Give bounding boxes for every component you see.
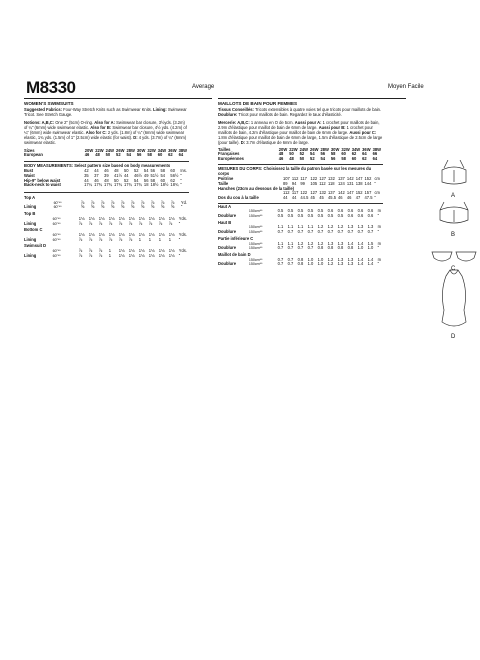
yardage-row: 60"** 1⅛ 1⅛ 1⅛ 1⅛ 1⅛ 1⅛ 1⅛ 1⅛ 1⅛ 1⅛ Yds. <box>52 215 187 221</box>
pattern-sheet <box>24 66 458 626</box>
yardage-tables <box>24 196 189 258</box>
yardage-table <box>218 221 383 235</box>
yardage-row: Doublure 150cm** 0.7 0.7 0.7 0.7 0.7 0.7 0.7 0.7 0.7 0.7 " <box>218 229 380 235</box>
level-fr: Moyen Facile <box>388 84 424 90</box>
body-table <box>24 169 189 188</box>
body-table <box>218 177 382 201</box>
body-row: 112 117 122 127 132 137 142 147 152 157 cm <box>283 190 380 196</box>
yardage-row: 150cm** 0.5 0.5 0.5 0.5 0.5 0.6 0.6 0.6 0.6 0.6 m <box>248 208 381 214</box>
body-row: Waist 35 37 39 41½ 44 46½ 49 51½ 54 56½ " <box>24 172 182 178</box>
fabrics-text: Suggested Fabrics: Four-Way Stretch Knits such as Swimwear Knits. Lining: Swimwear Tricot. See Stretch Gauge. <box>24 107 187 118</box>
body-row: Dos du cou à la taille 44 44 44.5 45 45 45.5 46 46 47 47.5 " <box>218 194 376 200</box>
section-title: MAILLOTS DE BAIN POUR FEMMES <box>218 101 298 106</box>
garment-name: Top B <box>24 211 36 217</box>
yardage-row: Lining 60"** ⅞ ⅞ ⅞ ⅞ ⅞ ⅞ ⅞ ⅞ ⅞ ⅞ " <box>24 220 181 226</box>
yardage-table <box>24 196 189 210</box>
garment-name: Haut A <box>218 203 232 209</box>
yardage-row: 150cm** 1.1 1.1 1.2 1.2 1.2 1.3 1.3 1.4 1.4 1.5 m <box>248 240 381 246</box>
yardage-row: Lining 60"** ⅞ ⅞ ⅞ ⅞ ⅞ ⅞ 1 1 1 1 " <box>24 236 181 242</box>
yardage-table <box>218 205 383 219</box>
yardage-row: 60"** 1⅛ 1⅛ 1⅛ 1⅛ 1⅛ 1⅛ 1⅛ 1⅛ 1⅛ 1⅛ Yds. <box>52 231 187 237</box>
body-row: Hip-9" below waist 44 46 48 50 52 54 56 58 60 62 " <box>24 177 182 183</box>
garment-name: Swimsuit D <box>24 243 47 249</box>
body-row: Poitrine 107 112 117 122 127 132 137 142 147 152 cm <box>218 176 380 182</box>
body-row: Hanches (23cm au dessous de la taille) <box>218 185 294 191</box>
section-title: WOMEN'S SWIMSUITS <box>24 101 74 106</box>
yardage-table <box>218 253 383 267</box>
bottom-c-sketch <box>432 252 476 261</box>
garment-sketches <box>430 160 478 360</box>
body-title: BODY MEASUREMENTS: Select pattern size based on body measurements <box>24 163 171 169</box>
yardage-row: 60"** ⅞ ⅞ ⅞ 1 1⅛ 1⅛ 1⅛ 1⅛ 1⅛ 1⅛ Yds. <box>52 248 187 254</box>
garment-name: Bottom C <box>24 227 43 233</box>
yardage-row: Lining 60"** ⅞ ⅞ ⅞ 1 1⅛ 1⅛ 1⅛ 1⅛ 1⅛ 1⅛ " <box>24 252 181 258</box>
yardage-tables <box>218 205 383 267</box>
english-section <box>24 101 189 260</box>
yardage-row: 150cm** 0.7 0.7 0.8 1.0 1.0 1.2 1.3 1.3 1.4 1.4 m <box>248 256 381 262</box>
fabrics-text: Tissus Conseillés: Tricots extensibles à quatre voies tel que tricots pour maillots de bain. Doublure: Tricot pour maillots de bain. Regardez le taux d'élasticité. <box>218 107 382 118</box>
yardage-row: Doublure 150cm** 0.5 0.5 0.5 0.5 0.5 0.5 0.5 0.6 0.6 0.6 " <box>218 213 380 219</box>
rule-fr <box>218 98 406 99</box>
garment-name: Haut B <box>218 219 232 225</box>
body-title: MESURES DU CORPS: Choisissez la taille du patron basée sur les mesures du corps <box>218 165 372 176</box>
view-label-d: D <box>451 334 456 340</box>
yardage-row: Doublure 150cm** 0.7 0.7 0.7 0.7 0.8 0.8 0.8 0.8 1.0 1.0 " <box>218 245 380 251</box>
view-illustrations <box>430 160 478 360</box>
size-table: Sizes 20W 22W 24W 26W 28W 30W 32W 34W 36W 38W European 46 48 50 52 54 56 58 60 62 64 <box>24 147 187 158</box>
yardage-row: Doublure 150cm** 0.7 0.7 0.8 1.0 1.0 1.2 1.3 1.3 1.4 1.4 " <box>218 261 380 267</box>
body-row: Back-neck to waist 17¼ 17¾ 17¾ 17¾ 17¾ 17¾ 18 18½ 18½ 18¾ " <box>24 182 182 188</box>
notions-text: Mercerie: A,B,C: 1 anneau en O de 5cm. Aussi pour A: 1 crochet pour maillots de bain, 2.9m d'élastique pour maillot de bain de 6mm de large. Aussi pour B: 1 crochet pour maillots de bain, 4.2m d'élastique pour maillot de bain de 6mm de large. Aussi pour C: 1.8m d'élastique pour maillot de bain de 6mm de large, 1.5m d'élastique de 2.5cm de large (pour taille). D: 3.7m d'élastique de 6mm de large. <box>218 119 383 146</box>
yardage-table <box>218 237 383 251</box>
yardage-table <box>24 244 189 258</box>
yardage-row: Lining 60"** ⅝ ⅝ ⅝ ⅝ ⅝ ⅝ ⅝ ⅝ ⅝ ⅝ " <box>24 204 183 210</box>
rule-en <box>24 98 212 99</box>
garment-name: Maillot de bain D <box>218 251 251 257</box>
body-row: Bust 42 44 46 48 50 52 54 56 58 60 Ins. <box>24 168 187 174</box>
notions-text: Notions: A,B,C: One 2" (5cm) O-ring. Also for A: Swimwear bar closure, 3½yds. (3.2m) of ¼" (6mm) wide swimwear elastic. Also for B: Swimwear bar closure, 4½ yds. (4.2m) of ¼" (6mm) wide swimwear elastic. Also for C: 2 yds. (1.8m) of ¼" (6mm) wide swimwear elastic, 1¾ yds. (1.5m) of 1" (2.5cm) wide elastic (for waist). D: 4 yds. (3.7m) of ¼" (6mm) swimwear elastic. <box>24 119 187 146</box>
view-label-c: C <box>451 266 456 272</box>
level-en: Average <box>192 84 215 90</box>
yardage-row: 60"** ⅞ ⅞ ⅞ ⅞ ⅞ ⅞ ⅞ ⅞ ⅞ ⅞ Yd. <box>53 199 187 205</box>
size-table: Tailles 20W 22W 24W 26W 28W 30W 32W 34W 36W 38W Françaises 48 50 52 54 56 58 60 62 64 66 Européennes 46 48 50 52 54 56 58 60 62 64 <box>218 146 381 162</box>
top-a-sketch <box>442 160 466 184</box>
garment-name: Top A <box>24 195 36 201</box>
yardage-table <box>24 212 189 226</box>
swimsuit-d-sketch <box>442 270 466 326</box>
view-label-a: A <box>451 193 456 199</box>
pattern-number: M8330 <box>26 78 76 97</box>
view-label-b: B <box>451 232 456 238</box>
garment-name: Partie inférieure C <box>218 235 254 241</box>
french-section <box>218 101 383 269</box>
yardage-row: 150cm** 1.1 1.1 1.1 1.1 1.2 1.2 1.2 1.3 1.3 1.3 m <box>248 224 381 230</box>
top-b-sketch <box>440 202 468 223</box>
yardage-table <box>24 228 189 242</box>
body-row: Taille 89 94 99 105 112 118 124 131 138 144 " <box>218 180 376 186</box>
